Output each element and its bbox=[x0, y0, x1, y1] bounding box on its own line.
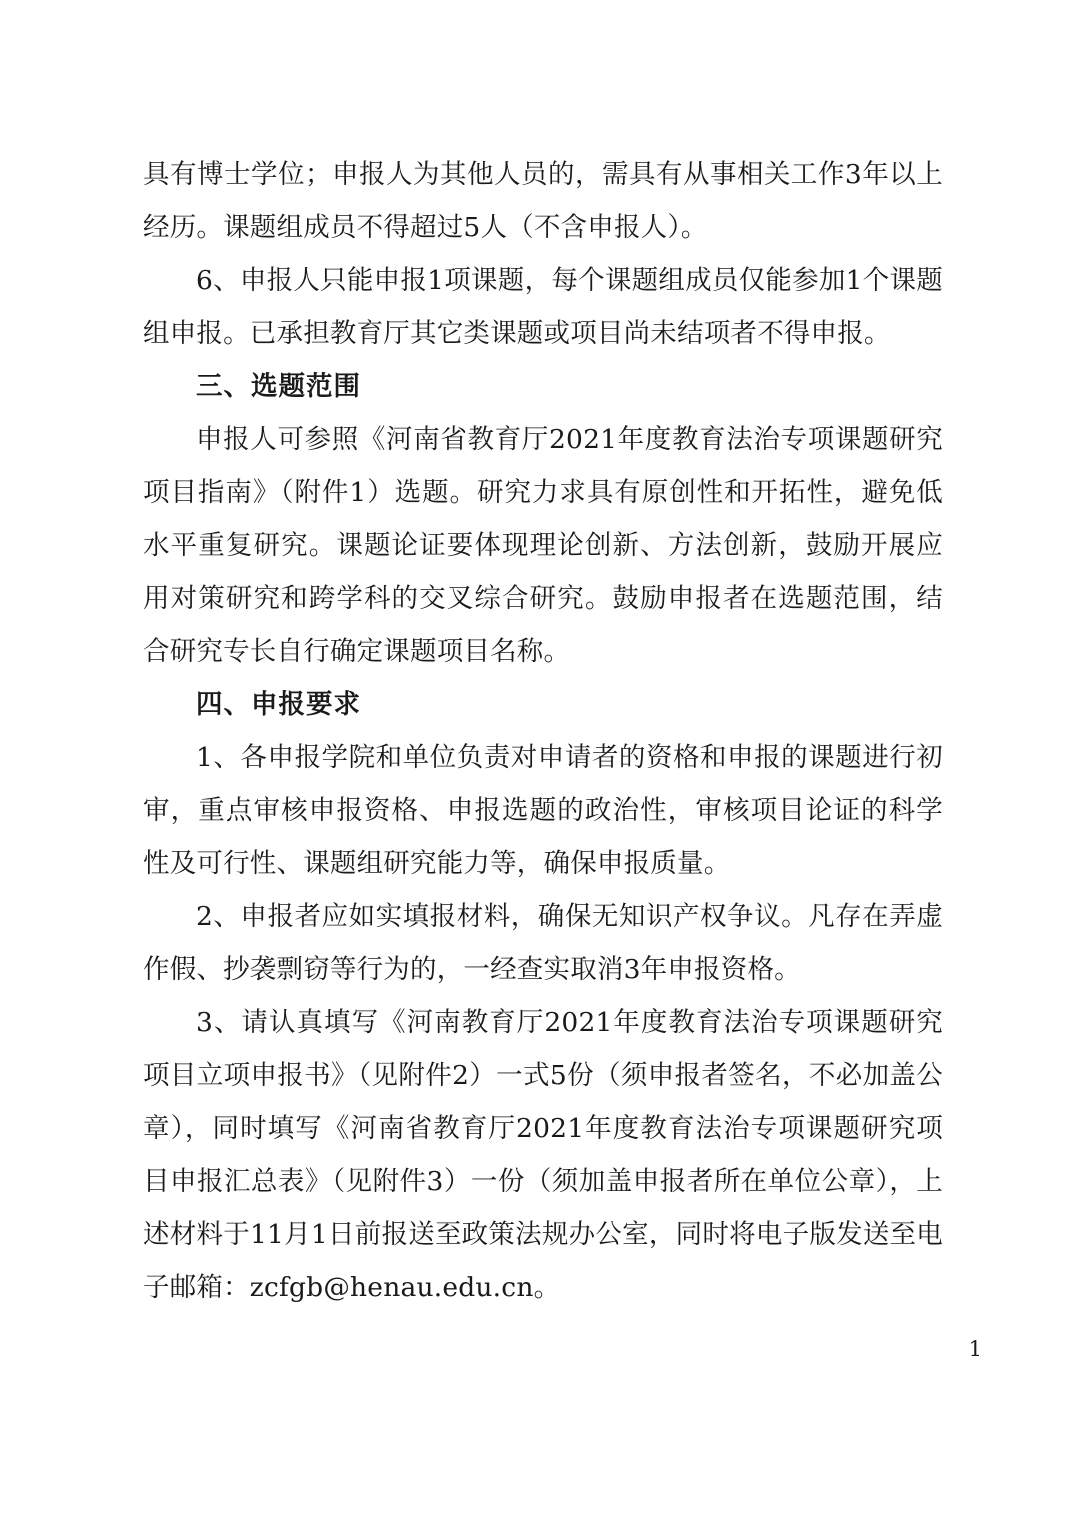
paragraph-requirement-3: 3、请认真填写《河南教育厅2021年度教育法治专项课题研究项目立项申报书》（见附件2）一式5份（须申报者签名，不必加盖公章），同时填写《河南省教育厅2021年度教育法治专项课题研究项目申报汇总表》（见附件3）一份（须加盖申报者所在单位公章），上述材料于11月1日前报送至政策法规办公室，同时将电子版发送至电子邮箱：zcfgb@henau.edu.cn。 bbox=[143, 1007, 943, 1303]
document-body bbox=[143, 148, 943, 1314]
section-heading-three: 三、选题范围 bbox=[196, 371, 361, 402]
paragraph-item-6: 6、申报人只能申报1项课题，每个课题组成员仅能参加1个课题组申报。已承担教育厅其它类课题或项目尚未结项者不得申报。 bbox=[143, 265, 943, 349]
paragraph-topic-scope: 申报人可参照《河南省教育厅2021年度教育法治专项课题研究项目指南》（附件1）选题。研究力求具有原创性和开拓性，避免低水平重复研究。课题论证要体现理论创新、方法创新，鼓励开展应用对策研究和跨学科的交叉综合研究。鼓励申报者在选题范围，结合研究专长自行确定课题项目名称。 bbox=[143, 424, 943, 667]
paragraph-requirement-1: 1、各申报学院和单位负责对申请者的资格和申报的课题进行初审，重点审核申报资格、申报选题的政治性，审核项目论证的科学性及可行性、课题组研究能力等，确保申报质量。 bbox=[143, 742, 943, 879]
section-heading-four: 四、申报要求 bbox=[196, 689, 361, 720]
paragraph-requirement-2: 2、申报者应如实填报材料，确保无知识产权争议。凡存在弄虚作假、抄袭剽窃等行为的，一经查实取消3年申报资格。 bbox=[143, 901, 943, 985]
paragraph-continued-5: 具有博士学位；申报人为其他人员的，需具有从事相关工作3年以上经历。课题组成员不得超过5人（不含申报人）。 bbox=[143, 159, 943, 243]
page-number: 1 bbox=[968, 1337, 982, 1361]
